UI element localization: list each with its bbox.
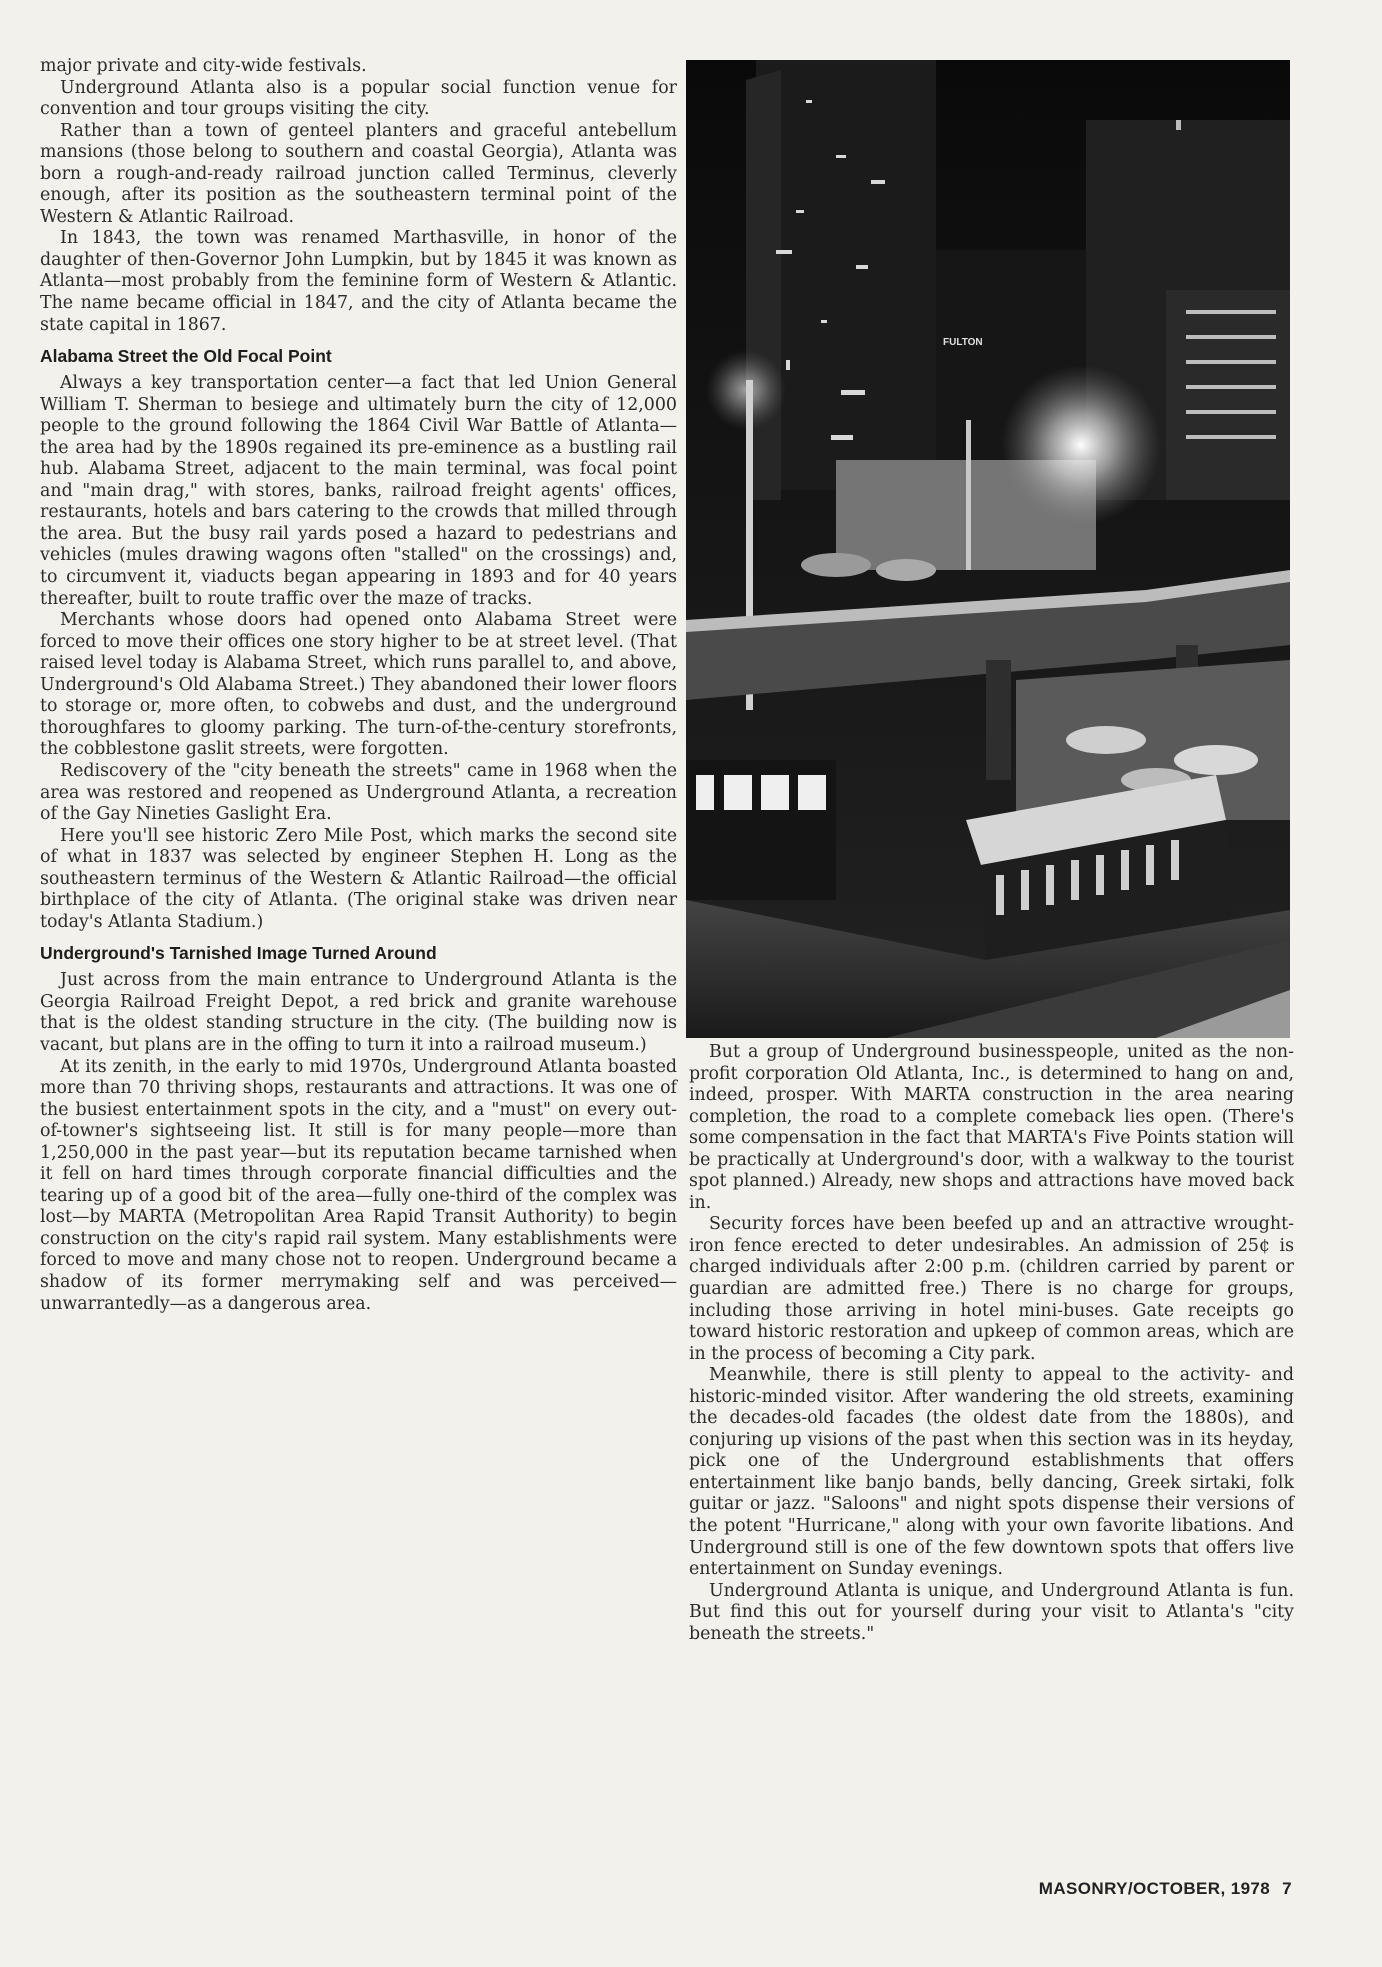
page-footer bbox=[1039, 1879, 1292, 1899]
paragraph: major private and city-wide festivals. bbox=[40, 56, 367, 76]
paragraph: Here you'll see historic Zero Mile Post, which marks the second site of what in 1837 was selected by engineer Stephen H. Long as the southeastern terminus of the Western & Atlantic Railroad—the official birthplace of the city of Atlanta. (The original stake was driven near today's Atlanta Stadium.) bbox=[40, 825, 677, 932]
page-number: 7 bbox=[1282, 1879, 1292, 1898]
fulton-sign: FULTON bbox=[943, 337, 983, 348]
paragraph: Security forces have been beefed up and an attractive wrought-iron fence erected to deter undesirables. An admission of 25¢ is charged individuals after 2:00 p.m. (children carried by parent or guardian are admitted free.) There is no charge for groups, including those arriving in hotel mini-buses. Gate receipts go toward historic restoration and upkeep of common areas, which are in the process of becoming a City park. bbox=[689, 1214, 1294, 1364]
publication-date: MASONRY/OCTOBER, 1978 bbox=[1038, 1879, 1271, 1898]
night-street-photo bbox=[686, 60, 1290, 1038]
paragraph: Rather than a town of genteel planters and graceful antebellum mansions (those belong to southern and coastal Georgia), Atlanta was born a rough-and-ready railroad junction called Terminus, cleverly enough, after its position as the southeastern terminal point of the Western & Atlantic Railroad. bbox=[40, 120, 677, 227]
paragraph: Merchants whose doors had opened onto Alabama Street were forced to move their offices one story higher to be at street level. (That raised level today is Alabama Street, which runs parallel to, and above, Underground's Old Alabama Street.) They abandoned their lower floors to storage or, more often, to cobwebs and dust, and the underground thoroughfares to gloomy parking. The turn-of-the-century storefronts, the cobblestone gaslit streets, were forgotten. bbox=[40, 610, 677, 760]
section-heading-alabama-street: Alabama Street the Old Focal Point bbox=[40, 346, 332, 367]
paragraph: Always a key transportation center—a fact that led Union General William T. Sherman to besiege and ultimately burn the city of 12,000 people to the ground following the 1864 Civil War Battle of Atlanta—the area had by the 1890s regained its pre-eminence as a bustling rail hub. Alabama Street, adjacent to the main terminal, was focal point and "main drag," with stores, banks, railroad freight agents' offices, restaurants, hotels and bars catering to the crowds that milled through the area. But the busy rail yards posed a hazard to pedestrians and vehicles (mules drawing wagons often "stalled" on the crossings) and, to circumvent it, viaducts began appearing in 1893 and for 40 years thereafter, built to route traffic over the maze of tracks. bbox=[40, 373, 677, 609]
section-heading-tarnished-image: Underground's Tarnished Image Turned Around bbox=[40, 943, 437, 964]
photo-illustration bbox=[686, 60, 1290, 1038]
paragraph: Meanwhile, there is still plenty to appeal to the activity- and historic-minded visitor. After wandering the old streets, examining the decades-old facades (the oldest date from the 1880s), and conjuring up visions of the past when this section was in its heyday, pick one of the Underground establishments that offers entertainment like banjo bands, belly dancing, Greek sirtaki, folk guitar or jazz. "Saloons" and night spots dispense their versions of the potent "Hurricane," along with your own favorite libations. And Underground still is one of the few downtown spots that offers live entertainment on Sunday evenings. bbox=[689, 1365, 1294, 1580]
left-text-column bbox=[40, 56, 677, 1315]
paragraph: In 1843, the town was renamed Marthasville, in honor of the daughter of then-Governor John Lumpkin, but by 1845 it was known as Atlanta—most probably from the feminine form of Western & Atlantic. The name became official in 1847, and the city of Atlanta became the state capital in 1867. bbox=[40, 228, 677, 335]
right-text-column bbox=[689, 1042, 1294, 1645]
paragraph: But a group of Underground businesspeople, united as the non-profit corporation Old Atlanta, Inc., is determined to hang on and, indeed, prosper. With MARTA construction in the area nearing completion, the road to a complete comeback lies open. (There's some compensation in the fact that MARTA's Five Points station will be practically at Underground's door, with a walkway to the tourist spot planned.) Already, new shops and attractions have moved back in. bbox=[689, 1042, 1294, 1213]
paragraph: At its zenith, in the early to mid 1970s, Underground Atlanta boasted more than 70 thriving shops, restaurants and attractions. It was one of the busiest entertainment spots in the city, and a "must" on every out-of-towner's sightseeing list. It still is for many people—more than 1,250,000 in the past year—but its reputation became tarnished when it fell on hard times through corporate financial difficulties and the tearing up of a good bit of the area—fully one-third of the complex was lost—by MARTA (Metropolitan Area Rapid Transit Authority) to begin construction on the city's rapid rail system. Many establishments were forced to move and many chose not to reopen. Underground became a shadow of its former merrymaking self and was perceived—unwarrantedly—as a dangerous area. bbox=[40, 1056, 677, 1314]
paragraph: Underground Atlanta also is a popular social function venue for convention and tour groups visiting the city. bbox=[40, 77, 677, 120]
paragraph: Rediscovery of the "city beneath the streets" came in 1968 when the area was restored and reopened as Underground Atlanta, a recreation of the Gay Nineties Gaslight Era. bbox=[40, 760, 677, 825]
paragraph: Just across from the main entrance to Underground Atlanta is the Georgia Railroad Freight Depot, a red brick and granite warehouse that is the oldest standing structure in the city. (The building now is vacant, but plans are in the offing to turn it into a railroad museum.) bbox=[40, 970, 677, 1055]
paragraph: Underground Atlanta is unique, and Underground Atlanta is fun. But find this out for yourself during your visit to Atlanta's "city beneath the streets." bbox=[689, 1580, 1294, 1644]
